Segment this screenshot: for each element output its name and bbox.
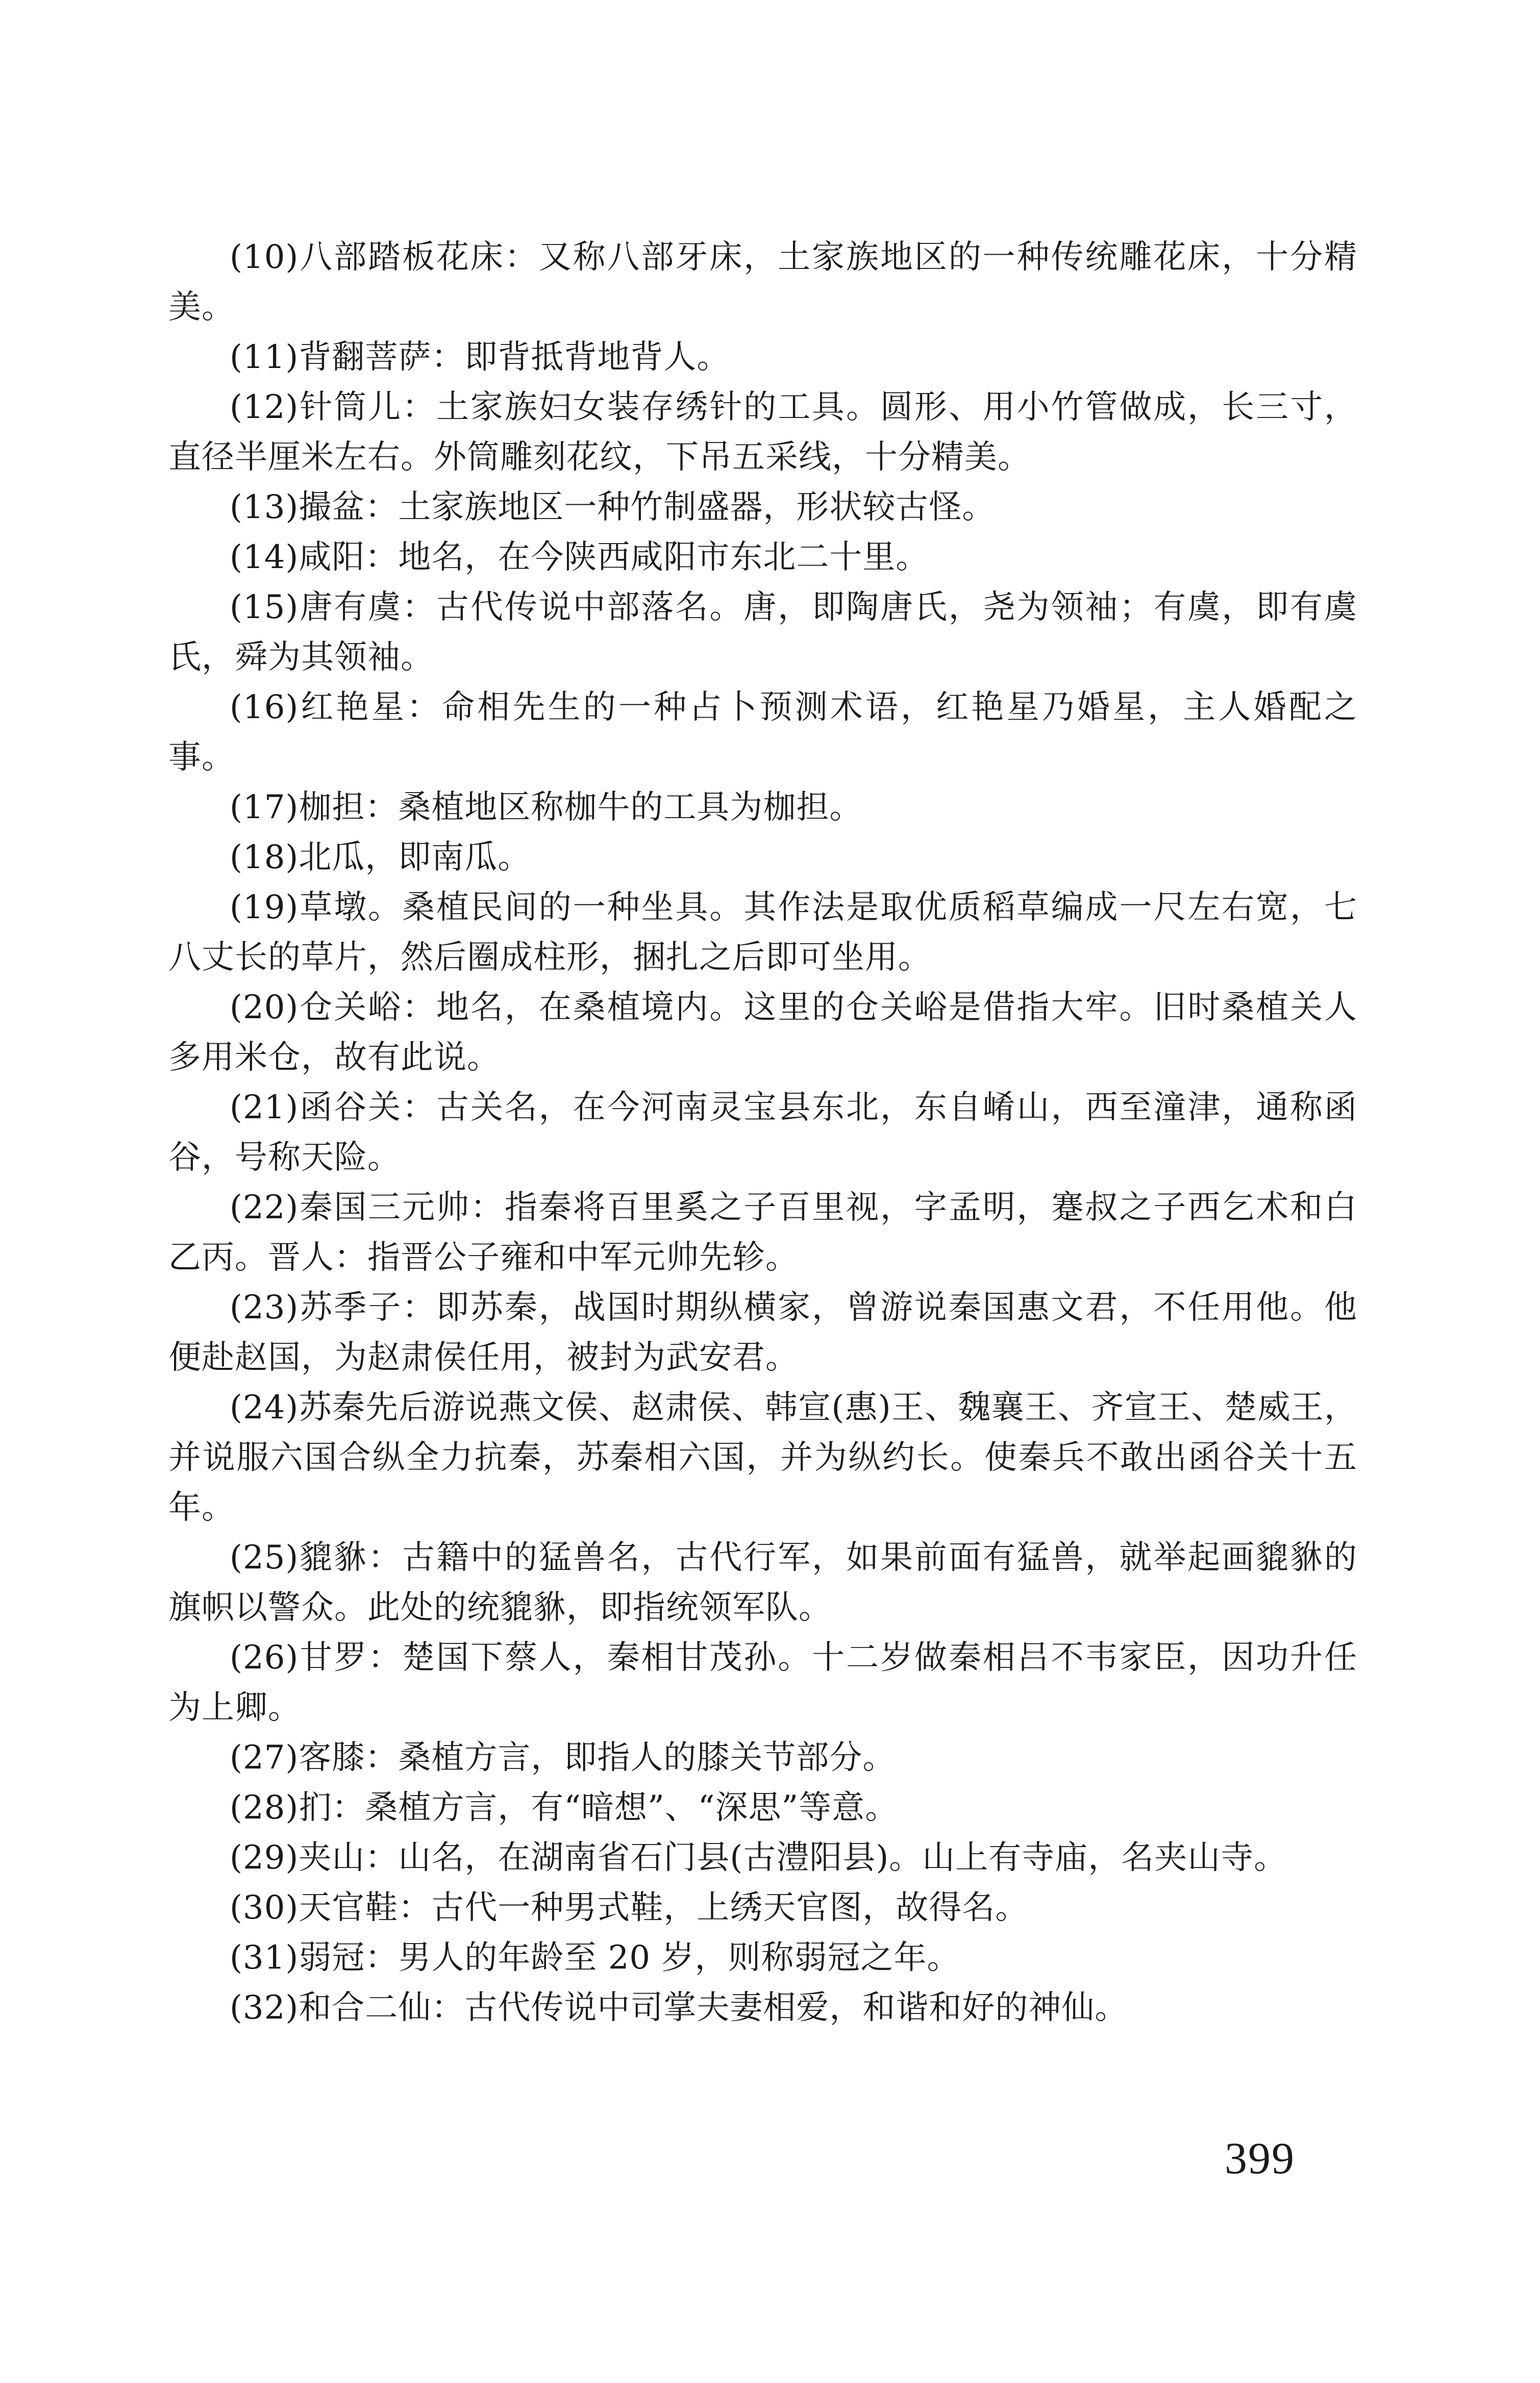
footnote-19: (19)草墩。桑植民间的一种坐具。其作法是取优质稻草编成一尺左右宽，七八丈长的草片，然后圈成柱形，捆扎之后即可坐用。 — [168, 889, 1357, 976]
footnote-20: (20)仓关峪：地名，在桑植境内。这里的仓关峪是借指大牢。旧时桑植关人多用米仓，故有此说。 — [168, 989, 1357, 1076]
footnote-10: (10)八部踏板花床：又称八部牙床，土家族地区的一种传统雕花床，十分精美。 — [168, 238, 1357, 326]
footnote-32: (32)和合二仙：古代传说中司掌夫妻相爱，和谐和好的神仙。 — [230, 1989, 1128, 2027]
footnote-30: (30)天官鞋：古代一种男式鞋，上绣天官图，故得名。 — [230, 1889, 1029, 1927]
footnote-13: (13)撮盆：土家族地区一种竹制盛器，形状较古怪。 — [230, 488, 996, 526]
footnote-29: (29)夹山：山名，在湖南省石门县(古澧阳县)。山上有寺庙，名夹山寺。 — [230, 1839, 1287, 1877]
footnote-14: (14)咸阳：地名，在今陕西咸阳市东北二十里。 — [230, 538, 929, 576]
footnote-12: (12)针筒儿：土家族妇女装存绣针的工具。圆形、用小竹管做成，长三寸，直径半厘米左右。外筒雕刻花纹，下吊五采线，十分精美。 — [168, 388, 1357, 476]
footnote-11: (11)背翻菩萨：即背抵背地背人。 — [230, 338, 730, 376]
footnote-15: (15)唐有虞：古代传说中部落名。唐，即陶唐氏，尧为领袖；有虞，即有虞氏，舜为其领袖。 — [168, 588, 1357, 676]
footnote-27: (27)客膝：桑植方言，即指人的膝关节部分。 — [230, 1739, 896, 1777]
footnote-16: (16)红艳星：命相先生的一种占卜预测术语，红艳星乃婚星，主人婚配之事。 — [168, 689, 1357, 776]
footnote-21: (21)函谷关：古关名，在今河南灵宝县东北，东自崤山，西至潼津，通称函谷，号称天险。 — [168, 1089, 1357, 1176]
footnote-28: (28)扪：桑植方言，有“暗想”、“深思”等意。 — [230, 1789, 899, 1827]
footnotes-list — [168, 232, 1357, 2033]
page-number: 399 — [1225, 2134, 1295, 2183]
footnote-25: (25)貔貅：古籍中的猛兽名，古代行军，如果前面有猛兽，就举起画貔貅的旗帜以警众。此处的统貔貅，即指统领军队。 — [168, 1539, 1357, 1627]
footnote-22: (22)秦国三元帅：指秦将百里奚之子百里视，字孟明，蹇叔之子西乞术和白乙丙。晋人：指晋公子雍和中军元帅先轸。 — [168, 1189, 1357, 1276]
footnote-18: (18)北瓜，即南瓜。 — [230, 839, 531, 876]
footnote-23: (23)苏季子：即苏秦，战国时期纵横家，曾游说秦国惠文君，不任用他。他便赴赵国，为赵肃侯任用，被封为武安君。 — [168, 1289, 1357, 1377]
footnote-17: (17)枷担：桑植地区称枷牛的工具为枷担。 — [230, 789, 863, 826]
footnote-31: (31)弱冠：男人的年龄至 20 岁，则称弱冠之年。 — [230, 1939, 960, 1977]
footnote-26: (26)甘罗：楚国下蔡人，秦相甘茂孙。十二岁做秦相吕不韦家臣，因功升任为上卿。 — [168, 1639, 1357, 1727]
footnote-24: (24)苏秦先后游说燕文侯、赵肃侯、韩宣(惠)王、魏襄王、齐宣王、楚威王，并说服六国合纵全力抗秦，苏秦相六国，并为纵约长。使秦兵不敢出函谷关十五年。 — [168, 1389, 1357, 1527]
